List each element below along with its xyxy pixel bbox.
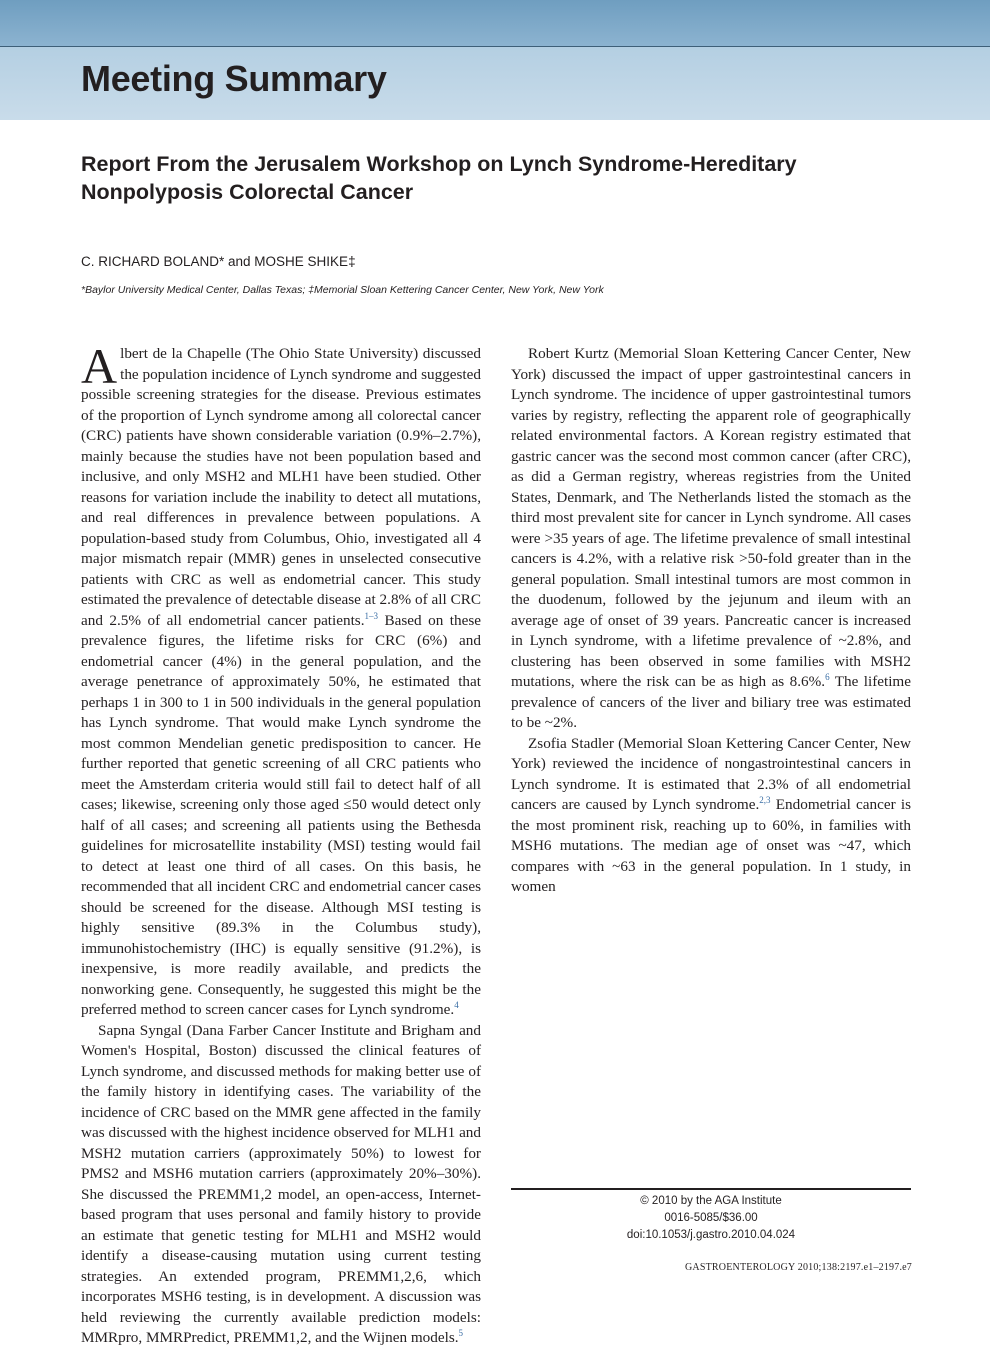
paragraph-text: Zsofia Stadler (Memorial Sloan Kettering Cancer Center, New York) reviewed the incidence of nongastrointestinal cancers in Lynch syndrome. It is estimated that 2.3% of all endometrial cancers are caused by Lynch syndrome.	[511, 734, 911, 813]
paragraph-1	[81, 338, 481, 1021]
issn: 0016-5085/$36.00	[664, 1212, 758, 1224]
article-title: Report From the Jerusalem Workshop on Lynch Syndrome-Hereditary Nonpolyposis Colorectal Cancer	[81, 152, 797, 204]
body-column-left	[81, 338, 481, 1349]
paragraph-text: Sapna Syngal (Dana Farber Cancer Institute and Brigham and Women's Hospital, Boston) discussed the clinical features of Lynch syndrome, and discussed methods for making better use of the family history in identifying cases. The variability of the incidence of CRC based on the MMR gene affected in the family was discussed with the highest incidence observed for MLH1 and MSH2 mutation carriers (approximately 50%) to lowest for PMS2 and MSH6 mutation carriers (approximately 20%–30%). She discussed the PREMM1,2 model, an open-access, Internet-based program that uses personal and family history to provide an estimate that genetic testing for MLH1 and MSH2 would identify a disease-causing mutation using current testing strategies. An extended program, PREMM1,2,6, which incorporates MSH6 testing, is in development. A discussion was held reviewing the currently available prediction models: MMRpro, MMRPredict, PREMM1,2, and the Wijnen models.	[81, 1021, 481, 1346]
paragraph-text: Robert Kurtz (Memorial Sloan Kettering Cancer Center, New York) discussed the impact of upper gastrointestinal cancers in Lynch syndrome. The incidence of upper gastrointestinal tumors varies by registry, reflecting the apparent role of geographically related environmental factors. A Korean registry estimated that gastric cancer was the second most common cancer (after CRC), as did a German registry, whereas registries from the United States, Denmark, and The Netherlands listed the stomach as the third most prevalent site for cancer in Lynch syndrome. All cases were >35 years of age. The lifetime prevalence of small intestinal cancers is 4.2%, with a relative risk >50-fold greater than in the general population. Small intestinal tumors are most common in the duodenum, followed by the jejunum and ileum with an average age of onset of 39 years. Pancreatic cancer is increased in Lynch syndrome, with a lifetime prevalence of ~2.8%, and clustering has been observed in some families with MSH2 mutations, where the risk can be as high as 8.6%.	[511, 345, 911, 690]
authors: C. RICHARD BOLAND* and MOSHE SHIKE‡	[81, 254, 356, 269]
affiliations: *Baylor University Medical Center, Dallas Texas; ‡Memorial Sloan Kettering Cancer Center, New York, New York	[81, 284, 604, 296]
copyright-block	[511, 1193, 911, 1244]
paragraph-3	[511, 344, 911, 734]
paragraph-text: Based on these prevalence figures, the lifetime risks for CRC (6%) and endometrial cancer (4%) in the general population, and the average penetrance of approximately 50%, he estimated that perhaps 1 in 300 to 1 in 500 individuals in the general population has Lynch syndrome. That would make Lynch syndrome the most common Mendelian genetic predisposition to cancer. He further reported that genetic screening of all CRC patients who meet the Amsterdam criteria would still fail to detect half of all cases; likewise, screening only those aged ≤50 would detect only half of all cases; and screening all patients using the Bethesda guidelines for microsatellite instability (MSI) testing would fail to detect at least one third of all cases. On this basis, he recommended that all incident CRC and endometrial cancer cases should be screened for the disease. Although MSI testing is highly sensitive (89.3% in the Columbus study), immunohistochemistry (IHC) is equally sensitive (91.2%), is inexpensive, is more readily available, and predicts the nonworking gene. Consequently, he suggested this might be the preferred method to screen cancer cases for Lynch syndrome.	[81, 611, 481, 1018]
citation-link[interactable]: 2,3	[759, 794, 771, 805]
paragraph-4	[511, 734, 911, 898]
citation-link[interactable]: 6	[825, 671, 830, 682]
paragraph-text: Endometrial cancer is the most prominent risk, reaching up to 60%, in families with MSH6 mutations. The median age of onset was ~47, which compares with ~63 in the general population. In 1 study, in women	[511, 796, 911, 895]
citation-link[interactable]: 1–3	[364, 610, 379, 621]
doi[interactable]: doi:10.1053/j.gastro.2010.04.024	[626, 1229, 796, 1241]
banner-rule	[0, 46, 990, 47]
citation-link[interactable]: 4	[454, 999, 459, 1010]
journal-citation: GASTROENTEROLOGY 2010;138:2197.e1–2197.e7	[685, 1262, 912, 1273]
footer-rule	[511, 1188, 911, 1190]
paragraph-2	[81, 1021, 481, 1349]
drop-cap: A	[81, 338, 118, 394]
copyright: © 2010 by the AGA Institute	[640, 1195, 782, 1207]
body-column-right	[511, 344, 911, 898]
paragraph-text: lbert de la Chapelle (The Ohio State University) discussed the population incidence of Lynch syndrome and suggested possible screening strategies for the disease. Previous estimates of the proportion of Lynch syndrome among all colorectal cancer (CRC) patients have shown considerable variation (0.9%–2.7%), mainly because the studies have not been population based and inclusive, and only MSH2 and MLH1 have been studied. Other reasons for variation include the inability to detect all mutations, and real differences in prevalence between populations. A population-based study from Columbus, Ohio, investigated all 4 major mismatch repair (MMR) genes in unselected consecutive patients with CRC as well as endometrial cancer. This study estimated the prevalence of detectable disease at 2.8% of all CRC and 2.5% of all endometrial cancer patients.	[81, 345, 481, 629]
section-title: Meeting Summary	[81, 58, 387, 99]
citation-link[interactable]: 5	[458, 1327, 464, 1338]
paragraph-text: The lifetime prevalence of cancers of the liver and biliary tree was estimated to be ~2%.	[511, 673, 911, 731]
